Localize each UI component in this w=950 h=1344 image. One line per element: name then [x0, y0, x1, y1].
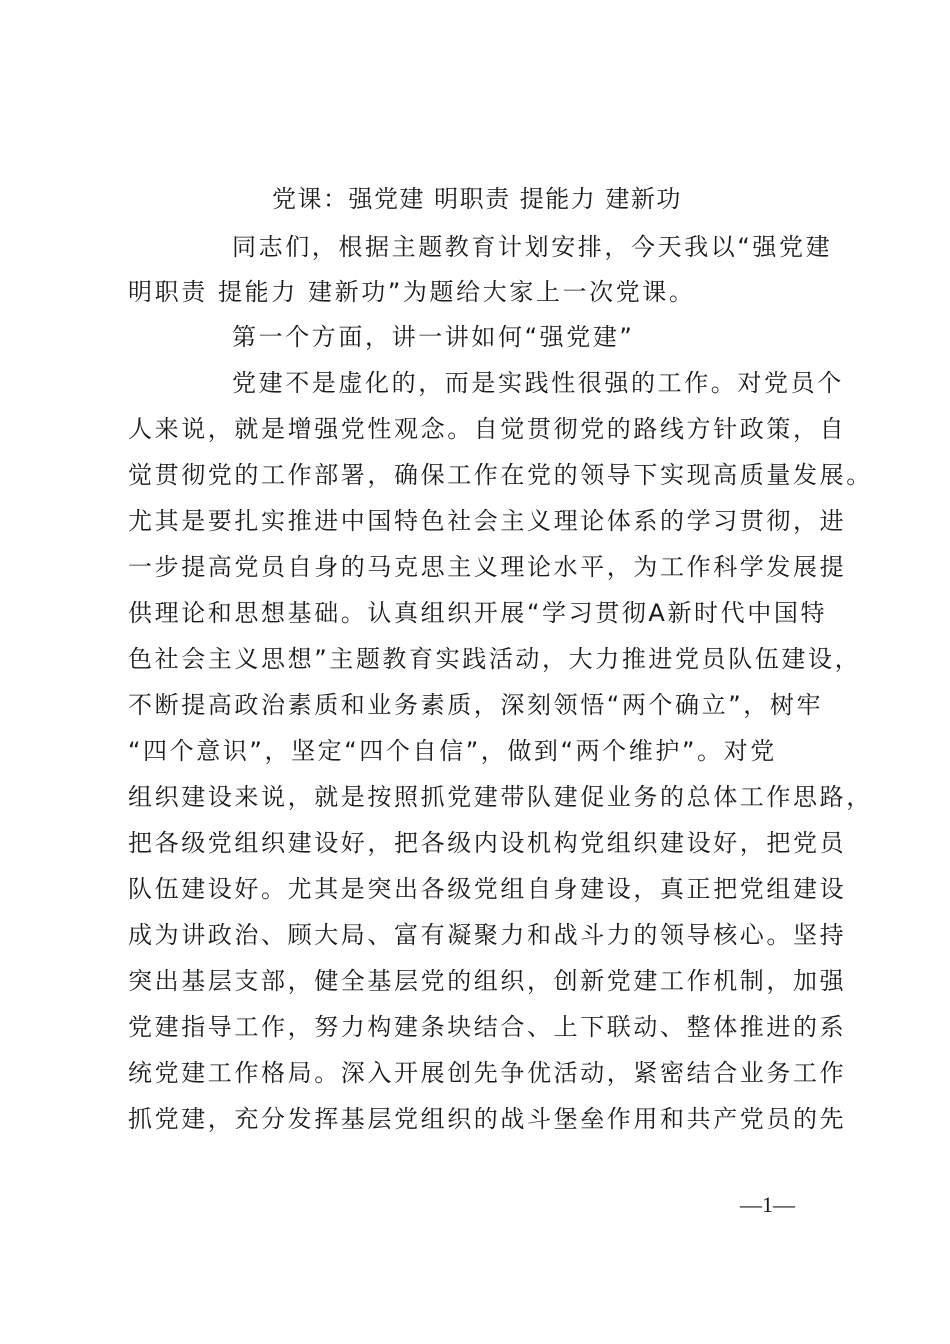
paragraph-line: 党建指导工作，努力构建条块结合、上下联动、整体推进的系 [128, 1013, 847, 1041]
paragraph-line: 尤其是要扎实推进中国特色社会主义理论体系的学习贯彻，进 [128, 507, 847, 535]
paragraph-line: 人来说，就是增强党性观念。自觉贯彻党的路线方针政策，自 [128, 415, 847, 443]
document-title: 党课：强党建 明职责 提能力 建新功 [272, 185, 682, 213]
paragraph-line: 同志们，根据主题教育计划安排，今天我以“强党建 [232, 233, 833, 261]
paragraph-line: 觉贯彻党的工作部署，确保工作在党的领导下实现高质量发展。 [128, 461, 873, 489]
paragraph-line: 明职责 提能力 建新功”为题给大家上一次党课。 [128, 278, 696, 306]
paragraph-line: 色社会主义思想”主题教育实践活动，大力推进党员队伍建设， [128, 645, 862, 673]
paragraph-line: 突出基层支部，健全基层党的组织，创新党建工作机制，加强 [128, 967, 847, 995]
paragraph-line: 党建不是虚化的，而是实践性很强的工作。对党员个 [232, 369, 844, 397]
paragraph-line: 不断提高政治素质和业务素质，深刻领悟“两个确立”，树牢 [128, 691, 824, 719]
paragraph-line: 供理论和思想基础。认真组织开展“学习贯彻A新时代中国特 [128, 599, 828, 627]
paragraph-line: 一步提高党员自身的马克思主义理论水平，为工作科学发展提 [128, 553, 847, 581]
paragraph-line: 把各级党组织建设好，把各级内设机构党组织建设好，把党员 [128, 829, 847, 857]
paragraph-line: 组织建设来说，就是按照抓党建带队建促业务的总体工作思路， [128, 783, 873, 811]
paragraph-line: 统党建工作格局。深入开展创先争优活动，紧密结合业务工作 [128, 1059, 847, 1087]
section-heading: 第一个方面，讲一讲如何“强党建” [232, 323, 635, 351]
page-number: —1— [740, 1192, 795, 1217]
paragraph-line: 队伍建设好。尤其是突出各级党组自身建设，真正把党组建设 [128, 875, 847, 903]
paragraph-line: “四个意识”，坚定“四个自信”，做到“两个维护”。对党 [128, 737, 777, 765]
paragraph-line: 成为讲政治、顾大局、富有凝聚力和战斗力的领导核心。坚持 [128, 921, 847, 949]
paragraph-line: 抓党建，充分发挥基层党组织的战斗堡垒作用和共产党员的先 [128, 1105, 847, 1133]
